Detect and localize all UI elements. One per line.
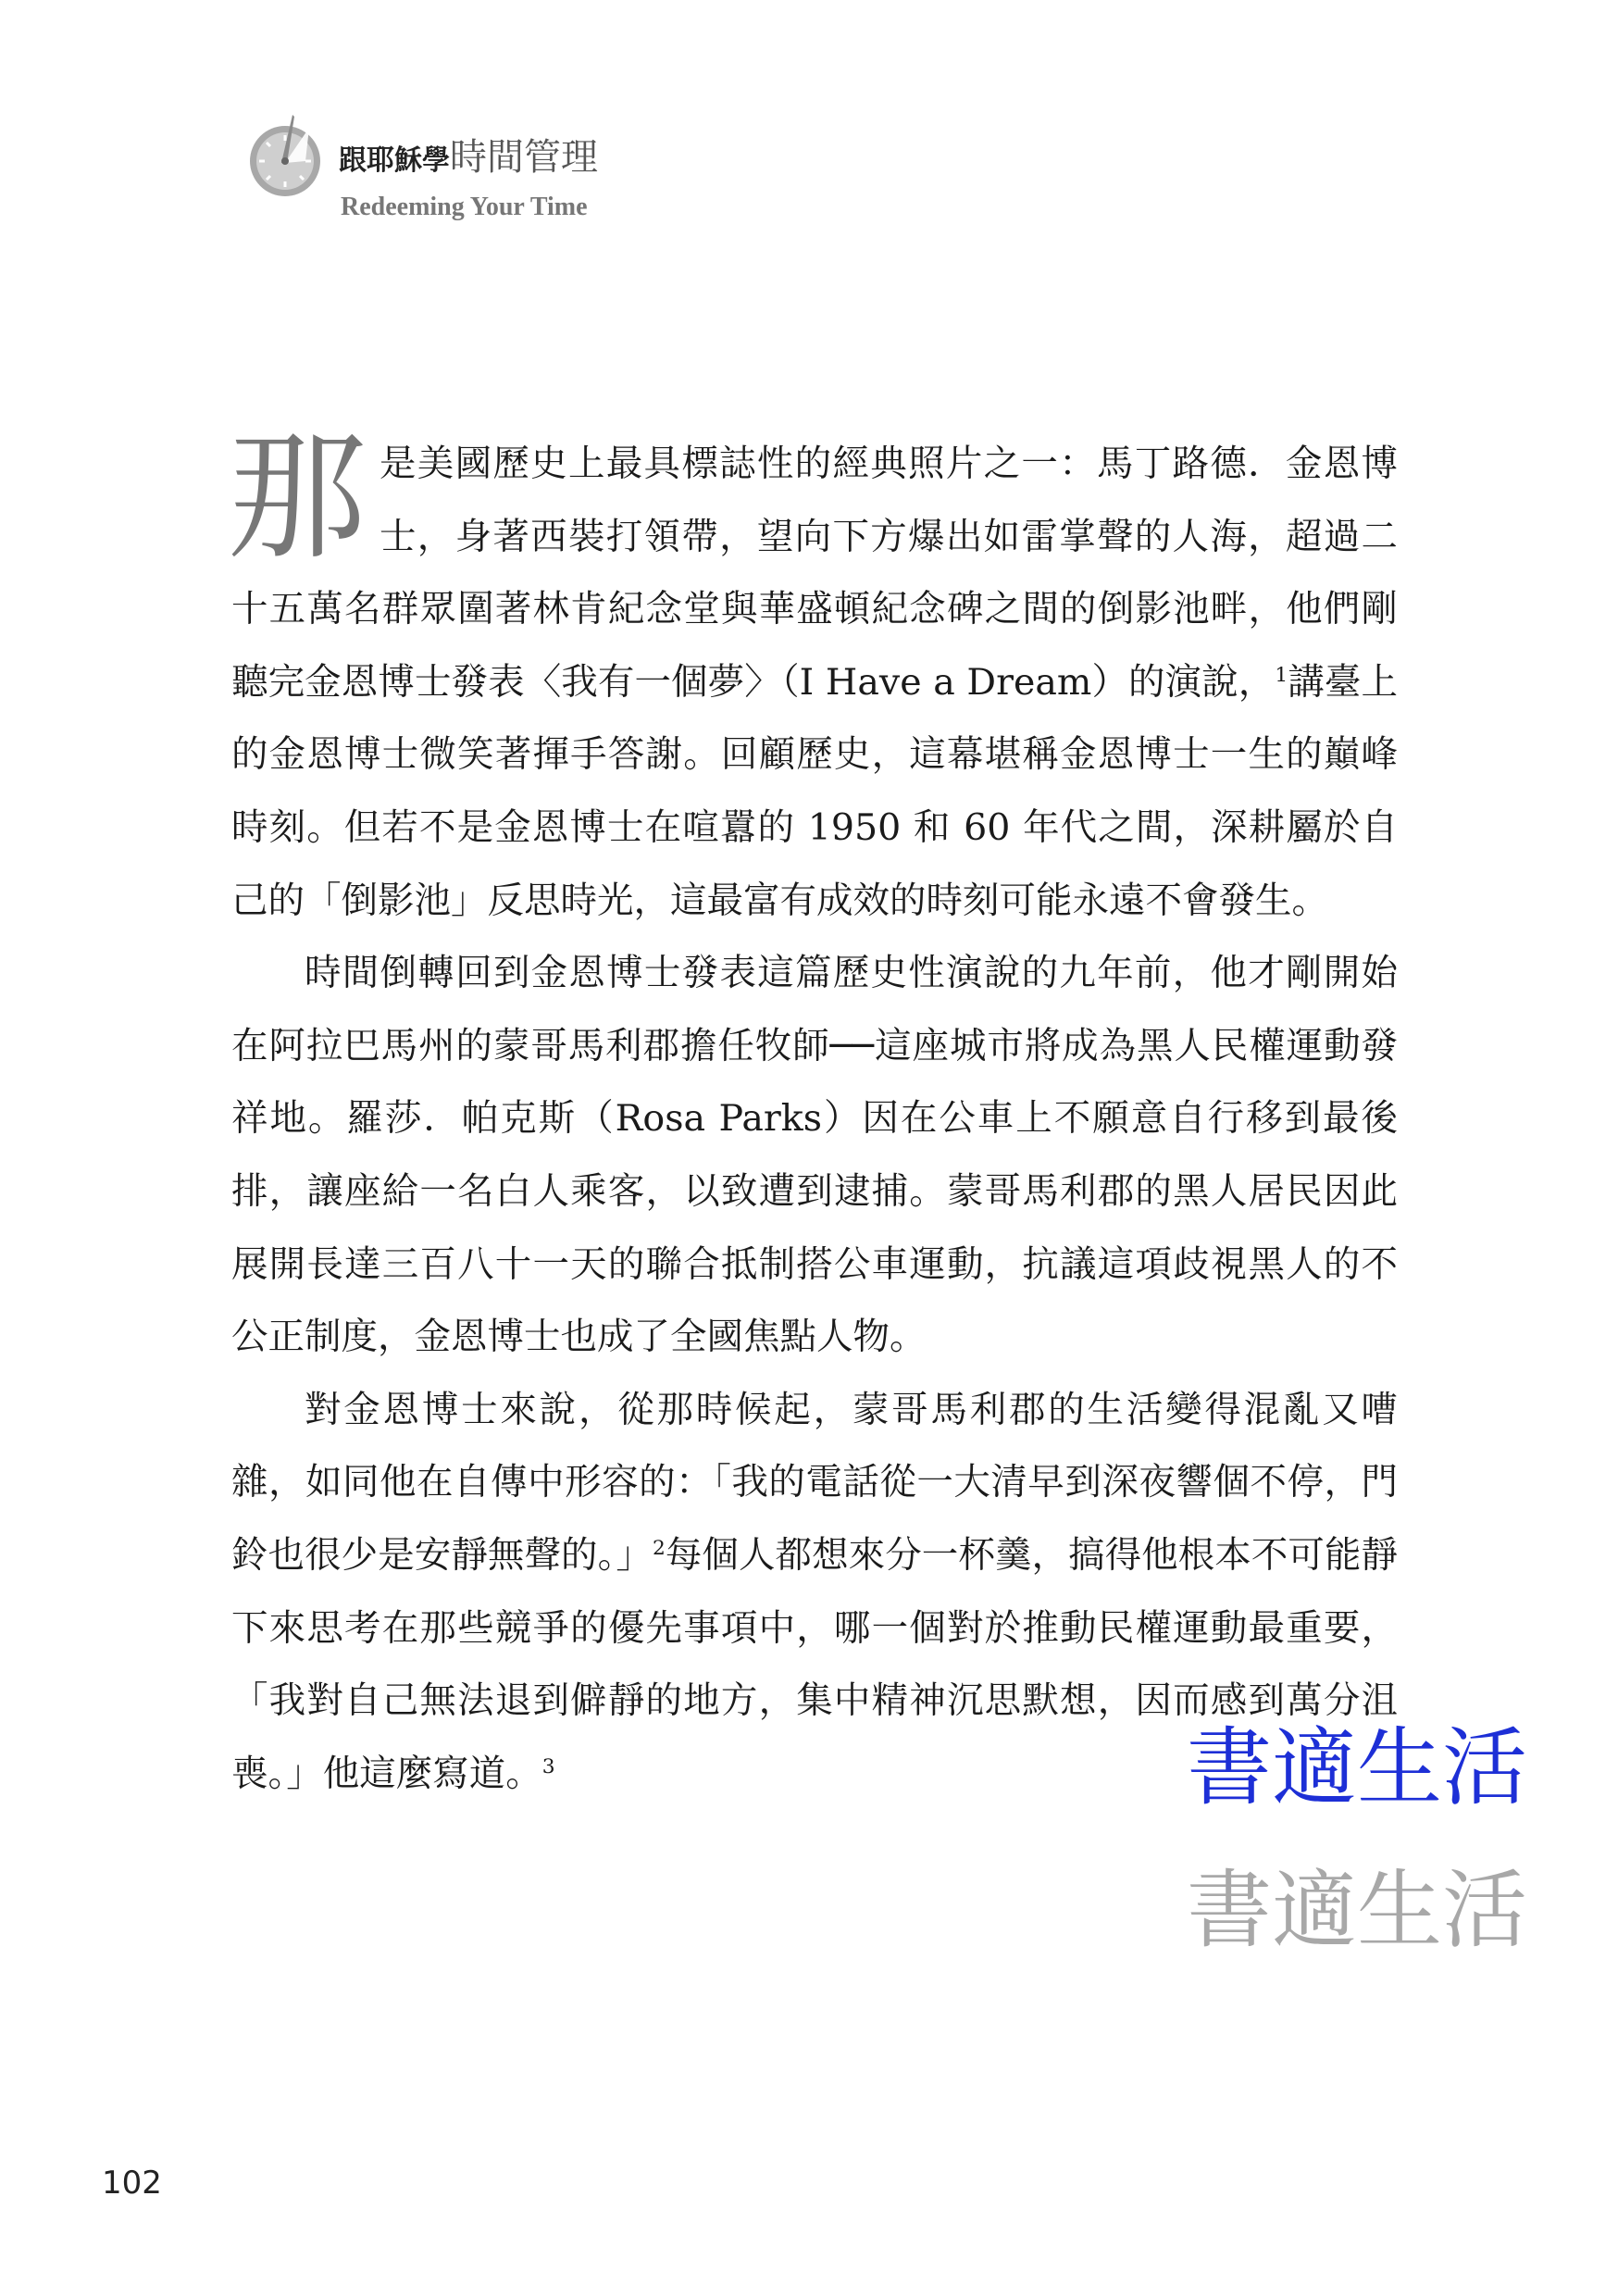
series-title — [339, 136, 598, 179]
watermark-line-1: 書適生活 — [1187, 1718, 1528, 1817]
footnote-marker-1: 1 — [1275, 663, 1288, 687]
series-name: 時間管理 — [450, 136, 598, 179]
footnote-marker-3: 3 — [541, 1754, 555, 1778]
paragraph-1-text-a: 是美國歷史上最具標誌性的經典照片之一：馬丁路德．金恩博士，身著西裝打領帶，望向下方爆出如雷掌聲的人海，超過二十五萬名群眾圍著林肯紀念堂與華盛頓紀念碑之間的倒影池畔，他們剛聽完金恩博士發表〈我有一個夢〉（I Have a Dream）的演說， — [231, 443, 1398, 704]
paragraph-2: 時間倒轉回到金恩博士發表這篇歷史性演說的九年前，他才剛開始在阿拉巴馬州的蒙哥馬利郡擔任牧師──這座城市將成為黑人民權運動發祥地。羅莎．帕克斯（Rosa Parks）因在公車上不願意自行移到最後排，讓座給一名白人乘客，以致遭到逮捕。蒙哥馬利郡的黑人居民因此展開長達三百八十一天的聯合抵制搭公車運動，抗議這項歧視黑人的不公正制度，金恩博士也成了全國焦點人物。 — [231, 952, 1398, 1359]
paragraph-1 — [228, 418, 1398, 937]
drop-cap: 那 — [228, 418, 367, 579]
paragraph-1-text-b: 講臺上的金恩博士微笑著揮手答謝。回顧歷史，這幕堪稱金恩博士一生的巔峰時刻。但若不是金恩博士在喧囂的 1950 和 60 年代之間，深耕屬於自己的「倒影池」反思時光，這最富有成效的時刻可能永遠不會發生。 — [231, 660, 1398, 922]
body-text — [228, 418, 1399, 1810]
paragraph-3-text-b: 每個人都想來分一杯羹，搞得他根本不可能靜下來思考在那些競爭的優先事項中，哪一個對於推動民權運動最重要，「我對自己無法退到僻靜的地方，集中精神沉思默想，因而感到萬分沮喪。」他這麼寫道。 — [231, 1533, 1399, 1795]
footnote-marker-2: 2 — [652, 1536, 666, 1560]
clock-logo-icon — [239, 107, 331, 200]
running-header — [239, 107, 720, 237]
paragraph-3-text-a: 對金恩博士來說，從那時候起，蒙哥馬利郡的生活變得混亂又嘈雜，如同他在自傳中形容的：「我的電話從一大清早到深夜響個不停，門鈴也很少是安靜無聲的。」 — [231, 1388, 1398, 1577]
english-title: Redeeming Your Time — [341, 193, 588, 221]
page-number: 102 — [102, 2165, 162, 2202]
watermark-line-2: 書適生活 — [1187, 1861, 1528, 1960]
series-prefix: 跟耶穌學 — [339, 144, 450, 177]
